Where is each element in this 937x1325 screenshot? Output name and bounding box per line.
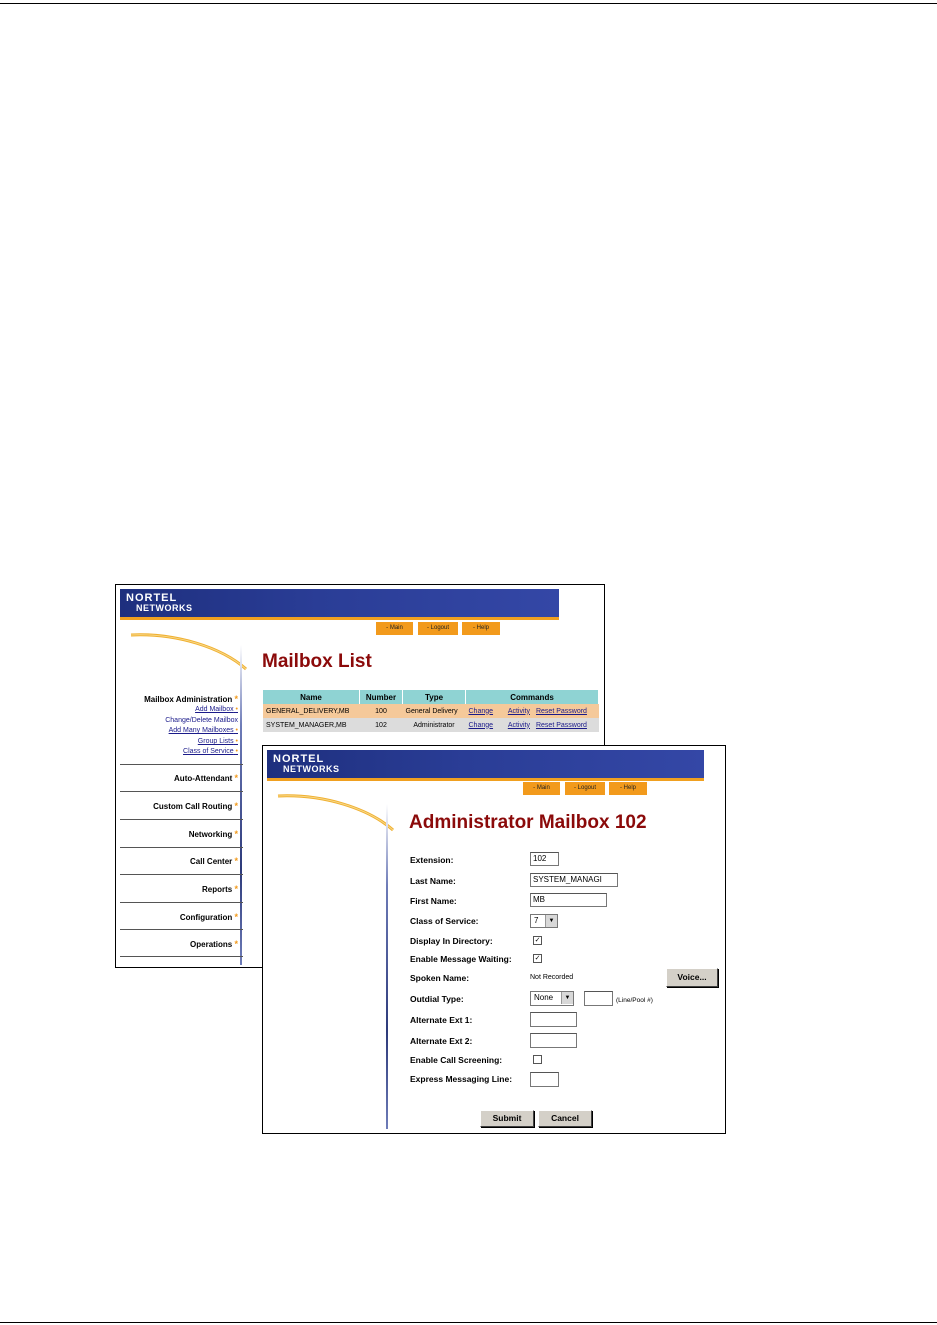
nav-logout-button[interactable]: - Logout (418, 622, 458, 635)
sidebar-section-custom-call-routing[interactable]: Custom Call Routing * (153, 801, 238, 811)
sidebar-separator (120, 764, 243, 765)
nortel-logo: NORTEL NETWORKS (273, 753, 340, 774)
activity-link[interactable]: Activity (501, 704, 533, 718)
sidebar-separator (120, 819, 243, 820)
display-in-directory-checkbox[interactable]: ✓ (534, 937, 541, 944)
header-banner (120, 589, 559, 620)
class-of-service-select[interactable]: 7 ▼ (530, 914, 558, 928)
enable-message-waiting-label: Enable Message Waiting: (410, 954, 512, 964)
class-of-service-label: Class of Service: (410, 916, 479, 926)
header-banner (267, 750, 704, 781)
cancel-button[interactable]: Cancel (538, 1110, 592, 1127)
page-title: Administrator Mailbox 102 (409, 812, 647, 833)
enable-message-waiting-checkbox[interactable]: ✓ (534, 955, 541, 962)
express-messaging-line-input[interactable] (530, 1072, 559, 1087)
sidebar-divider-line (240, 645, 242, 965)
alternate-ext-1-label: Alternate Ext 1: (410, 1015, 473, 1025)
mailbox-table (263, 690, 599, 732)
admin-mailbox-window (262, 745, 726, 1134)
nav-logout-button[interactable]: - Logout (565, 782, 605, 795)
table-row (263, 718, 599, 732)
cell-name: SYSTEM_MANAGER,MB (263, 718, 360, 732)
top-page-rule (0, 3, 937, 4)
outdial-type-label: Outdial Type: (410, 994, 464, 1004)
sidebar (116, 685, 240, 965)
last-name-label: Last Name: (410, 876, 456, 886)
swoosh-graphic (116, 629, 266, 674)
nav-help-button[interactable]: - Help (462, 622, 500, 635)
extension-label: Extension: (410, 855, 454, 865)
sidebar-section-networking[interactable]: Networking * (188, 829, 238, 839)
sidebar-link-group-lists[interactable]: Group Lists • (197, 738, 238, 745)
sidebar-divider-line (386, 804, 388, 1129)
enable-call-screening-label: Enable Call Screening: (410, 1055, 503, 1065)
bottom-page-rule (0, 1322, 937, 1323)
sidebar-section-auto-attendant[interactable]: Auto-Attendant * (174, 773, 238, 783)
first-name-label: First Name: (410, 896, 457, 906)
alternate-ext-1-input[interactable] (530, 1012, 577, 1027)
cell-type: Administrator (403, 718, 466, 732)
sidebar-separator (120, 847, 243, 848)
submit-button[interactable]: Submit (480, 1110, 534, 1127)
column-header-type: Type (403, 690, 466, 704)
change-link[interactable]: Change (466, 718, 501, 732)
spoken-name-label: Spoken Name: (410, 973, 470, 983)
spoken-name-status: Not Recorded (530, 974, 574, 981)
cell-name: GENERAL_DELIVERY,MB (263, 704, 360, 718)
enable-call-screening-checkbox[interactable] (533, 1055, 542, 1064)
column-header-commands: Commands (466, 690, 599, 704)
table-header-row (263, 690, 599, 704)
cell-number: 102 (360, 718, 403, 732)
chevron-down-icon: ▼ (545, 915, 557, 927)
voice-button[interactable]: Voice... (666, 968, 718, 987)
line-pool-input[interactable] (584, 991, 613, 1006)
reset-password-link[interactable]: Reset Password (533, 704, 599, 718)
sidebar-section-reports[interactable]: Reports * (202, 884, 238, 894)
sidebar-link-class-of-service[interactable]: Class of Service • (183, 748, 238, 755)
express-messaging-line-label: Express Messaging Line: (410, 1074, 513, 1084)
reset-password-link[interactable]: Reset Password (533, 718, 599, 732)
sidebar-separator (120, 902, 243, 903)
change-link[interactable]: Change (466, 704, 501, 718)
sidebar-heading-mailbox-admin[interactable]: Mailbox Administration * (144, 694, 238, 704)
activity-link[interactable]: Activity (501, 718, 533, 732)
nav-main-button[interactable]: - Main (523, 782, 560, 795)
table-row (263, 704, 599, 718)
alternate-ext-2-input[interactable] (530, 1033, 577, 1048)
display-in-directory-label: Display In Directory: (410, 936, 493, 946)
sidebar-separator (120, 956, 243, 957)
sidebar-separator (120, 874, 243, 875)
column-header-name: Name (263, 690, 360, 704)
outdial-type-select[interactable]: None ▼ (530, 991, 574, 1006)
sidebar-link-add-many-mailboxes[interactable]: Add Many Mailboxes • (168, 727, 238, 734)
sidebar-separator (120, 791, 243, 792)
sidebar-link-add-mailbox[interactable]: Add Mailbox • (195, 706, 238, 713)
sidebar-section-operations[interactable]: Operations * (190, 939, 238, 949)
column-header-number: Number (360, 690, 403, 704)
last-name-input[interactable]: SYSTEM_MANAGI (530, 873, 618, 887)
sidebar-section-configuration[interactable]: Configuration * (179, 912, 238, 922)
nav-help-button[interactable]: - Help (609, 782, 647, 795)
sidebar-section-call-center[interactable]: Call Center * (190, 856, 238, 866)
alternate-ext-2-label: Alternate Ext 2: (410, 1036, 473, 1046)
sidebar-separator (120, 929, 243, 930)
swoosh-graphic (263, 790, 413, 835)
cell-number: 100 (360, 704, 403, 718)
nortel-logo: NORTEL NETWORKS (126, 592, 193, 613)
cell-type: General Delivery (403, 704, 466, 718)
page-title: Mailbox List (262, 651, 372, 672)
line-pool-hint: (Line/Pool #) (616, 997, 653, 1004)
first-name-input[interactable]: MB (530, 893, 607, 907)
nav-main-button[interactable]: - Main (376, 622, 413, 635)
chevron-down-icon: ▼ (561, 992, 573, 1004)
extension-input[interactable]: 102 (530, 852, 559, 866)
sidebar-link-change-delete-mailbox[interactable]: Change/Delete Mailbox (165, 717, 238, 724)
